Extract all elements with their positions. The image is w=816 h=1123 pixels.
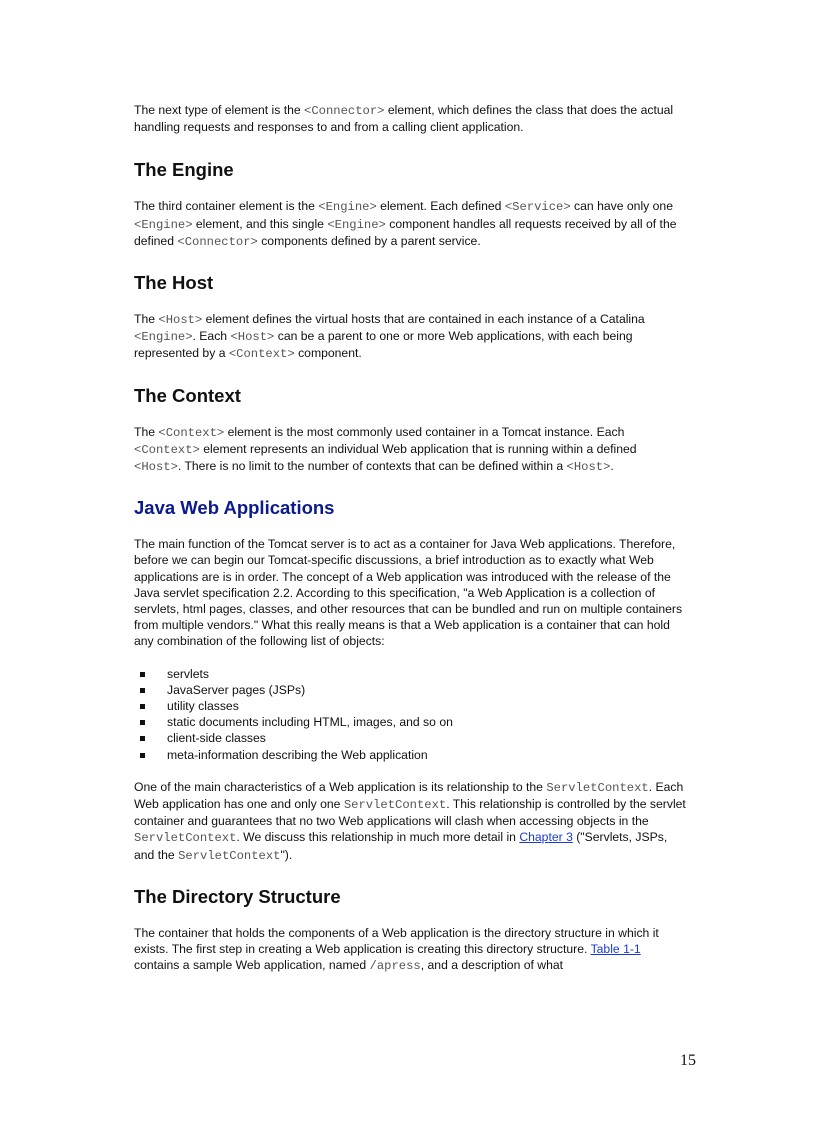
heading-java-web-applications: Java Web Applications (134, 497, 335, 519)
paragraph-engine: The third container element is the <Engine> element. Each defined <Service> can have only one <Engine> element, and this single <Engine> component handles all requests received by all of the defined <Connector> components defined by a parent service. (134, 199, 677, 249)
list-item: utility classes (134, 698, 686, 714)
heading-directory-structure: The Directory Structure (134, 885, 341, 907)
heading-the-context: The Context (134, 384, 241, 406)
paragraph-host: The <Host> element defines the virtual hosts that are contained in each instance of a Catalina <Engine>. Each <Host> can be a parent to one or more Web applications, with each being represented by a <Context> component. (134, 312, 645, 362)
table-1-1-link[interactable]: Table 1-1 (590, 942, 641, 957)
list-item: static documents including HTML, images, and so on (134, 714, 686, 730)
paragraph-directory-structure: The container that holds the components of a Web application is the directory structure in which it exists. The first step in creating a Web application is creating this directory structure. Table 1-1 contains a sample Web application, named /apress, and a description of what (134, 925, 659, 974)
list-item: servlets (134, 666, 686, 682)
paragraph-connector: The next type of element is the <Connector> element, which defines the class that does the actual handling requests and responses to and from a calling client application. (134, 103, 674, 135)
page-number: 15 (680, 1052, 696, 1069)
document-page (134, 102, 686, 975)
bullet-icon (140, 720, 145, 725)
paragraph-servlet-context: One of the main characteristics of a Web application is its relationship to the ServletContext. Each Web application has one and only one ServletContext. This relationship is controlled by the servlet container and guarantees that no two Web applications will clash when accessing objects in the ServletContext. We discuss this relationship in much more detail in Chapter 3 ("Servlets, JSPs, and the ServletContext"). (134, 779, 686, 863)
web-app-objects-list (134, 666, 686, 763)
heading-the-host: The Host (134, 272, 214, 294)
chapter-3-link[interactable]: Chapter 3 (519, 830, 573, 845)
bullet-icon (140, 704, 145, 709)
list-item: JavaServer pages (JSPs) (134, 682, 686, 698)
bullet-icon (140, 736, 145, 741)
bullet-icon (140, 688, 145, 693)
paragraph-context: The <Context> element is the most commonly used container in a Tomcat instance. Each <Context> element represents an individual Web application that is running within a defined <Host>. There is no limit to the number of contexts that can be defined within a <Host>. (134, 424, 637, 475)
bullet-icon (140, 672, 145, 677)
list-item: meta-information describing the Web application (134, 747, 686, 763)
bullet-icon (140, 753, 145, 758)
paragraph-java-web-applications: The main function of the Tomcat server is to act as a container for Java Web applications. Therefore, before we can begin our Tomcat-specific discussions, a brief introduction as to exactly what Web applications are is in order. The concept of a Web application was introduced with the release of the Java servlet specification 2.2. According to this specification, "a Web Application is a collection of servlets, html pages, classes, and other resources that can be bundled and run on multiple containers from multiple vendors." What this really means is that a Web application is a container that can hold any combination of the following list of objects: (134, 537, 683, 649)
list-item: client-side classes (134, 730, 686, 746)
heading-the-engine: The Engine (134, 159, 234, 181)
